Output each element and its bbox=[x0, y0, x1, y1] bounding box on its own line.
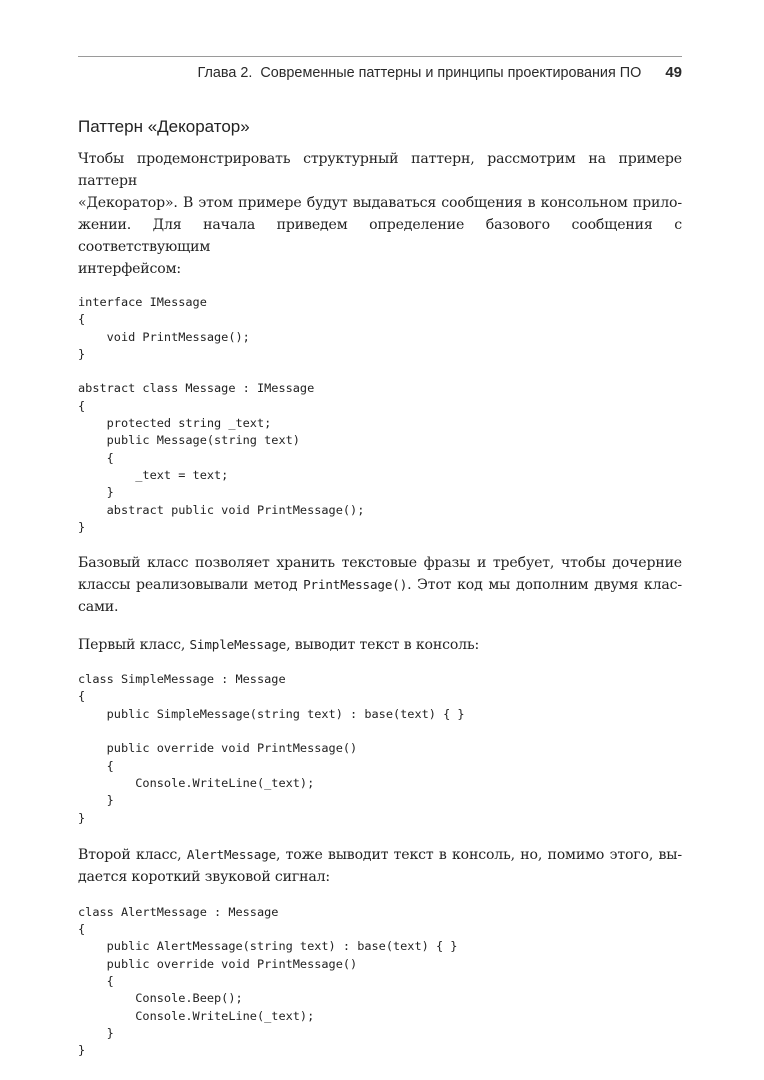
page-content bbox=[78, 56, 682, 1060]
text-line: сами. bbox=[78, 599, 119, 616]
text-fragment: Первый класс, bbox=[78, 637, 190, 654]
running-header bbox=[78, 56, 682, 81]
text-line: Чтобы продемонстрировать структурный паттерн, рассмотрим на примере паттерн bbox=[78, 151, 682, 189]
text-line bbox=[78, 574, 682, 596]
text-line bbox=[78, 844, 682, 866]
second-class-paragraph bbox=[78, 844, 682, 888]
text-fragment: , выводит текст в консоль: bbox=[286, 637, 480, 654]
text-line: интерфейсом: bbox=[78, 261, 182, 277]
chapter-label: Глава 2. bbox=[197, 65, 253, 81]
text-fragment: классы реализовывали метод bbox=[78, 577, 304, 594]
page-number: 49 bbox=[665, 64, 682, 81]
text-line: «Декоратор». В этом примере будут выдаваться сообщения в консольном прило- bbox=[78, 195, 682, 211]
inline-code: AlertMessage bbox=[186, 846, 276, 862]
inline-code: SimpleMessage bbox=[189, 637, 287, 653]
section-title: Паттерн «Декоратор» bbox=[78, 117, 250, 136]
intro-paragraph bbox=[78, 148, 682, 280]
text-fragment: Второй класс, bbox=[78, 846, 187, 863]
first-class-paragraph bbox=[78, 634, 682, 656]
code-block-alert-message: class AlertMessage : Message { public AlertMessage(string text) : base(text) { } public override void PrintMessage() { Console.Beep(); Console.WriteLine(_text); } } bbox=[78, 904, 458, 1058]
text-fragment: . Этот код мы дополним двумя клас- bbox=[407, 577, 682, 594]
text-line: дается короткий звуковой сигнал: bbox=[78, 868, 331, 885]
text-line: Базовый класс позволяет хранить текстовые фразы и требует, чтобы дочерние bbox=[78, 555, 682, 572]
inline-code: PrintMessage() bbox=[303, 577, 408, 593]
code-block-message: interface IMessage { void PrintMessage(); } abstract class Message : IMessage { protected string _text; public Message(string text) { _text = text; } abstract public void PrintMessage(); } bbox=[78, 295, 365, 534]
text-line: жении. Для начала приведем определение базового сообщения с соответствующим bbox=[78, 217, 682, 255]
text-fragment: , тоже выводит текст в консоль, но, помимо этого, вы- bbox=[276, 846, 682, 863]
text-line bbox=[78, 634, 682, 656]
code-block-simple-message: class SimpleMessage : Message { public SimpleMessage(string text) : base(text) { } public override void PrintMessage() { Console.WriteLine(_text); } } bbox=[78, 672, 465, 825]
chapter-title: Современные паттерны и принципы проектирования ПО bbox=[260, 65, 642, 81]
base-class-paragraph bbox=[78, 552, 682, 618]
